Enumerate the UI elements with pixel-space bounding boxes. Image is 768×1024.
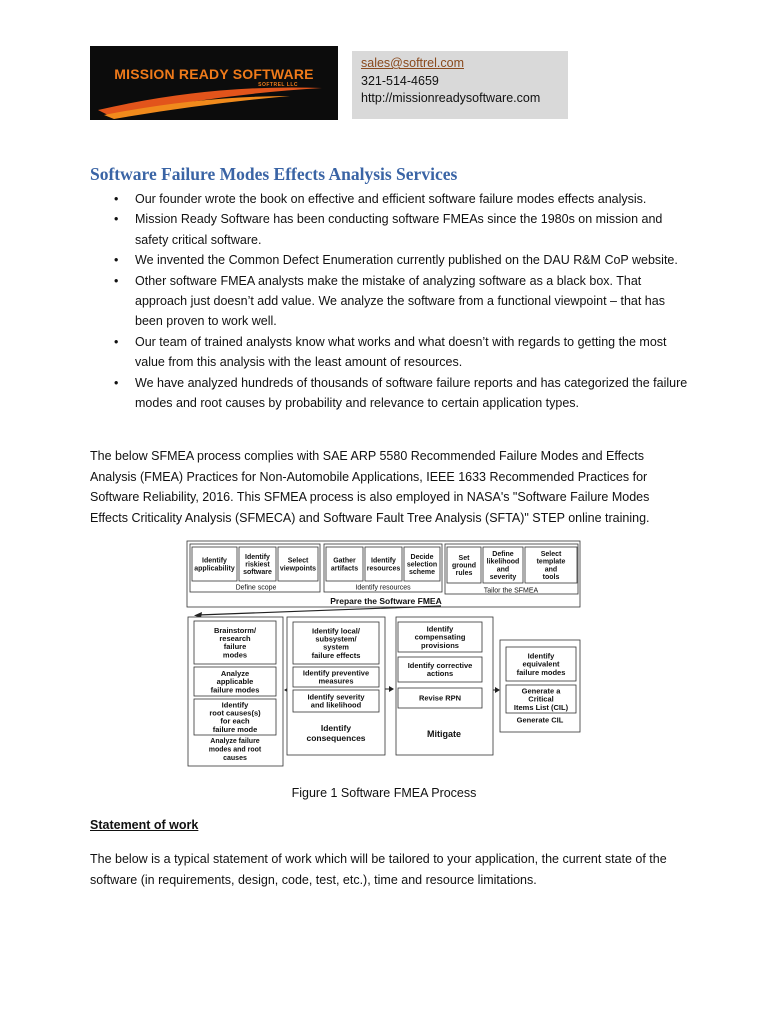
logo-title: MISSION READY SOFTWARE <box>114 66 314 82</box>
diagram-box-label: Identify applicability <box>194 557 235 573</box>
bullet-item: • Our team of trained analysts know what works and what doesn’t with regards to getting the most value from this analysis with the least amount of resources. <box>90 332 690 373</box>
diagram-box-label: Identify corrective actions <box>407 661 473 679</box>
statement-of-work-heading: Statement of work <box>90 818 199 832</box>
logo-swoosh-icon <box>90 82 338 120</box>
process-paragraph: The below SFMEA process complies with SAE ARP 5580 Recommended Failure Modes and Effects Analysis (FMEA) Practices for Non-Automobile Applications, IEEE 1633 Recommended Practices for Software Reliability, 2016. This SFMEA process is also employed in NASA's "Software Failure Modes Effects Criticality Analysis (SFMECA) and Software Fault Tree Analysis (SFTA)" STEP online training. <box>90 449 650 525</box>
diagram-box-label: Generate a Critical Items List (CIL) <box>513 686 569 712</box>
mitigate-label: Mitigate <box>426 729 462 740</box>
bullet-item: • We have analyzed hundreds of thousands of software failure reports and has categorized the failure modes and root causes by probability and relevance to certain application types. <box>90 373 690 414</box>
diagram-box-label: Define likelihood and severity <box>486 551 520 581</box>
sfmea-process-diagram <box>186 538 582 768</box>
identify-resources-label: Identify resources <box>355 584 411 592</box>
cil-label: Generate CIL <box>516 715 564 725</box>
bullet-item: • Mission Ready Software has been conducting software FMEAs since the 1980s on mission and safety critical software. <box>90 209 690 250</box>
bullet-item: • Other software FMEA analysts make the mistake of analyzing software as a black box. That approach just doesn’t add value. We analyze the software from a functional viewpoint – that has been proven to work well. <box>90 271 690 332</box>
contact-box <box>352 51 568 119</box>
diagram-box-label: Brainstorm/ research failure modes <box>213 625 257 660</box>
define-scope-label: Define scope <box>235 584 277 592</box>
services-bullet-list <box>90 189 690 413</box>
statement-of-work-paragraph: The below is a typical statement of work which will be tailored to your application, the current state of the software (in requirements, design, code, test, etc.), time and resource limitations. <box>90 852 667 887</box>
analyze-label: Analyze failure modes and root causes <box>208 738 262 762</box>
diagram-box-label: Identify severity and likelihood <box>307 692 365 710</box>
diagram-box-label: Revise RPN <box>418 693 462 703</box>
arrowhead-icon <box>389 686 394 692</box>
bullet-item: • We invented the Common Defect Enumeration currently published on the DAU R&M CoP website. <box>90 250 690 270</box>
logo-subtitle: SOFTREL LLC <box>258 82 298 88</box>
diagram-box-label: Analyze applicable failure modes <box>210 668 260 695</box>
figure-caption: Figure 1 Software FMEA Process <box>291 786 477 800</box>
consequences-label: Identify consequences <box>306 722 366 743</box>
diagram-box-label: Set ground rules <box>451 554 477 578</box>
diagram-box-label: Gather artifacts <box>330 557 359 573</box>
prepare-label: Prepare the Software FMEA <box>330 595 442 606</box>
company-logo <box>90 46 338 120</box>
arrowhead-icon <box>495 687 500 693</box>
phone-number: 321-514-4659 <box>361 73 439 88</box>
diagram-box-label: Select viewpoints <box>279 557 317 573</box>
diagram-box-label: Decide selection scheme <box>406 553 438 577</box>
diagram-box-label: Identify root causes(s) for each failure mode <box>209 700 261 734</box>
diagram-box-label: Select template and tools <box>536 551 566 581</box>
diagram-box-label: Identify compensating provisions <box>414 624 466 650</box>
diagram-box-label: Identify local/ subsystem/ system failure effects <box>311 626 361 660</box>
website-url[interactable]: http://missionreadysoftware.com <box>361 91 541 105</box>
diagram-box-label: Identify riskiest software <box>243 553 272 577</box>
bullet-item: • Our founder wrote the book on effective and efficient software failure modes effects analysis. <box>90 189 690 209</box>
diagram-box-label: Identify preventive measures <box>302 668 370 686</box>
page-title: Software Failure Modes Effects Analysis Services <box>90 164 458 184</box>
email-link[interactable]: sales@softrel.com <box>361 56 464 70</box>
tailor-label: Tailor the SFMEA <box>483 587 539 595</box>
diagram-box-label: Identify equivalent failure modes <box>516 651 566 677</box>
diagram-box-label: Identify resources <box>366 557 401 573</box>
